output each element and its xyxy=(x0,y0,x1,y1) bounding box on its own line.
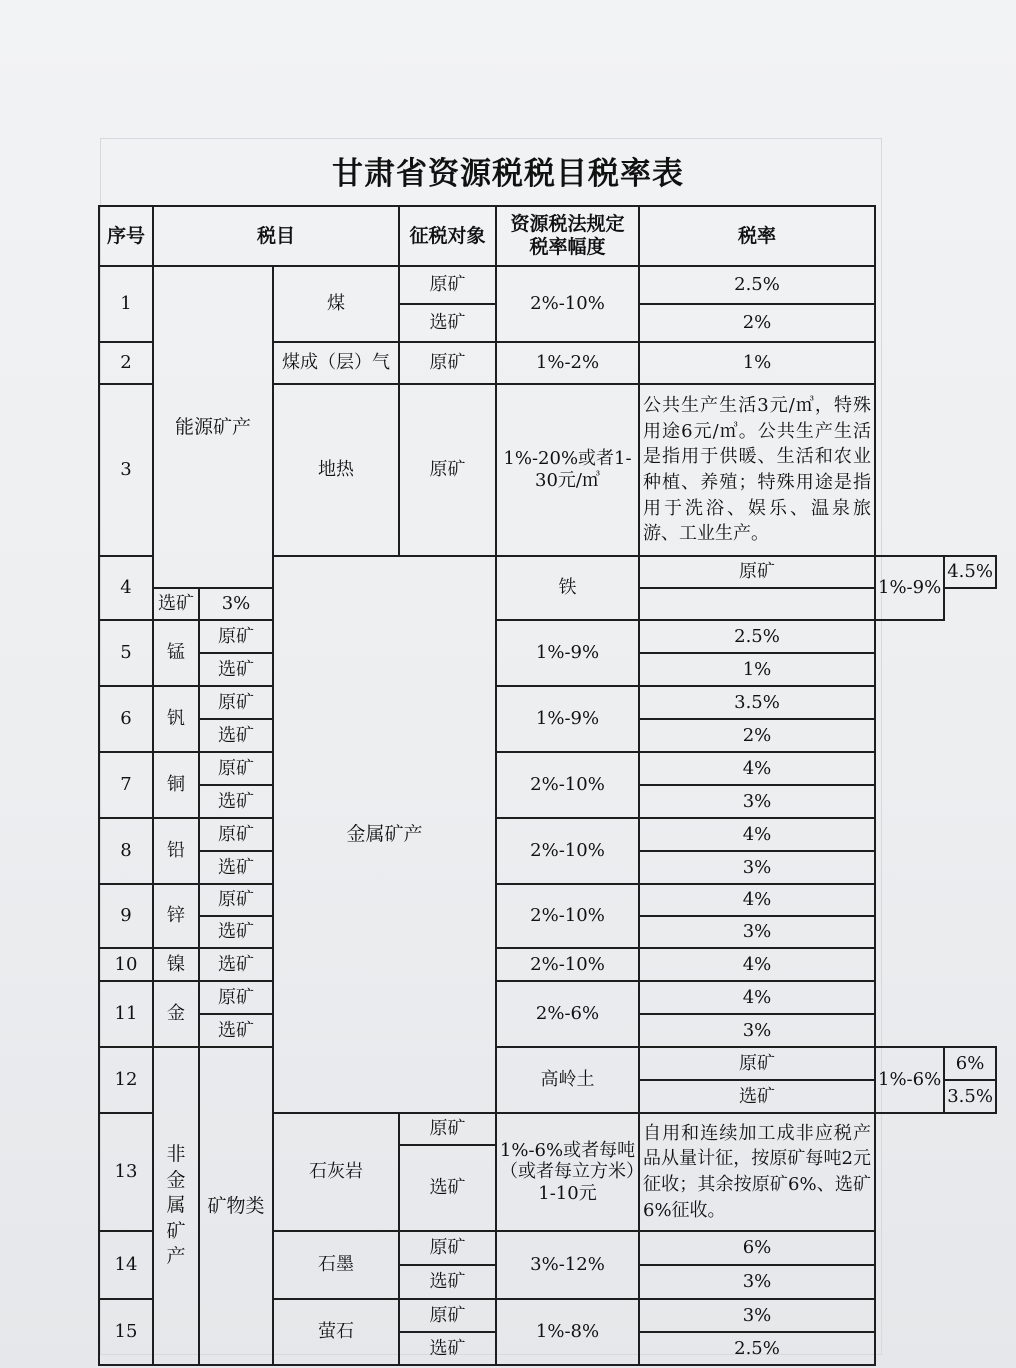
seq-cell: 6 xyxy=(99,686,153,752)
header-item: 税目 xyxy=(153,206,399,266)
object-cell: 选矿 xyxy=(639,1080,875,1113)
seq-cell: 2 xyxy=(99,342,153,384)
item-name: 石墨 xyxy=(273,1231,399,1299)
header-row xyxy=(99,206,996,266)
rate-cell: 2% xyxy=(639,719,875,752)
item-name: 铁 xyxy=(496,556,639,620)
rate-cell: 3% xyxy=(639,1299,875,1332)
object-cell: 原矿 xyxy=(199,620,273,653)
object-cell: 原矿 xyxy=(399,384,496,556)
range-cell: 2%-6% xyxy=(496,981,639,1047)
table-row xyxy=(99,1047,996,1080)
range-cell: 1%-9% xyxy=(496,686,639,752)
seq-cell: 4 xyxy=(99,556,153,620)
table-row xyxy=(99,948,996,981)
item-name: 钒 xyxy=(153,686,199,752)
table-row xyxy=(99,884,996,916)
rate-cell: 3.5% xyxy=(944,1080,996,1113)
category-nonmetal xyxy=(153,1047,199,1365)
seq-cell: 8 xyxy=(99,818,153,884)
object-cell: 原矿 xyxy=(199,752,273,785)
rate-note-cell: 公共生产生活3元/㎥，特殊用途6元/㎥。公共生产生活是指用于供暖、生活和农业种植、养殖；特殊用途是指用于洗浴、娱乐、温泉旅游、工业生产。 xyxy=(639,384,875,556)
object-cell: 选矿 xyxy=(199,719,273,752)
item-name: 萤石 xyxy=(273,1299,399,1365)
seq-cell: 3 xyxy=(99,384,153,556)
rate-cell: 4% xyxy=(639,818,875,851)
rate-cell: 1% xyxy=(639,342,875,384)
object-cell: 原矿 xyxy=(199,981,273,1014)
rate-cell: 3.5% xyxy=(639,686,875,719)
category-mineral: 矿物类 xyxy=(199,1047,273,1365)
object-cell: 原矿 xyxy=(399,342,496,384)
object-cell: 选矿 xyxy=(199,851,273,884)
rate-cell: 2.5% xyxy=(639,620,875,653)
seq-cell: 9 xyxy=(99,884,153,948)
rate-cell: 4.5% xyxy=(944,556,996,588)
object-cell: 选矿 xyxy=(199,916,273,948)
rate-cell: 2.5% xyxy=(639,1332,875,1365)
table-row xyxy=(99,818,996,851)
range-cell: 2%-10% xyxy=(496,884,639,948)
item-name: 锌 xyxy=(153,884,199,948)
header-seq: 序号 xyxy=(99,206,153,266)
seq-cell: 7 xyxy=(99,752,153,818)
object-cell: 原矿 xyxy=(199,884,273,916)
object-cell: 选矿 xyxy=(399,1332,496,1365)
header-object: 征税对象 xyxy=(399,206,496,266)
seq-cell: 11 xyxy=(99,981,153,1047)
rate-cell: 6% xyxy=(944,1047,996,1080)
range-cell: 2%-10% xyxy=(496,818,639,884)
header-range xyxy=(496,206,639,266)
object-cell: 原矿 xyxy=(399,1299,496,1332)
object-cell: 选矿 xyxy=(399,304,496,342)
seq-cell: 10 xyxy=(99,948,153,981)
range-cell: 1%-8% xyxy=(496,1299,639,1365)
object-cell: 原矿 xyxy=(199,818,273,851)
rate-cell: 2% xyxy=(639,304,875,342)
seq-cell: 13 xyxy=(99,1113,153,1231)
seq-cell: 5 xyxy=(99,620,153,686)
object-cell: 原矿 xyxy=(399,266,496,304)
object-cell: 原矿 xyxy=(639,556,875,588)
item-name: 煤 xyxy=(273,266,399,342)
object-cell: 选矿 xyxy=(399,1145,496,1231)
seq-cell: 15 xyxy=(99,1299,153,1365)
header-range-line1: 资源税法规定 xyxy=(510,213,625,236)
rate-cell: 3% xyxy=(639,785,875,818)
rate-cell: 3% xyxy=(639,1014,875,1047)
rate-cell: 6% xyxy=(639,1231,875,1265)
range-cell: 1%-2% xyxy=(496,342,639,384)
rate-cell: 4% xyxy=(639,752,875,785)
item-name: 地热 xyxy=(273,384,399,556)
page-title: 甘肃省资源税税目税率表 xyxy=(332,156,684,192)
object-cell: 原矿 xyxy=(199,686,273,719)
table-row xyxy=(99,981,996,1014)
object-cell: 选矿 xyxy=(153,588,199,620)
range-cell: 1%-6% xyxy=(875,1047,944,1113)
item-name: 煤成（层）气 xyxy=(273,342,399,384)
table-row xyxy=(99,620,996,653)
rate-cell: 4% xyxy=(639,981,875,1014)
rate-cell: 3% xyxy=(639,916,875,948)
category-metal: 金属矿产 xyxy=(273,556,496,1113)
seq-cell: 12 xyxy=(99,1047,153,1113)
object-cell: 原矿 xyxy=(399,1113,496,1145)
rate-cell: 4% xyxy=(639,884,875,916)
table-row xyxy=(99,686,996,719)
seq-cell: 14 xyxy=(99,1231,153,1299)
range-cell: 1%-6%或者每吨（或者每立方米）1-10元 xyxy=(496,1113,639,1231)
rate-cell: 3% xyxy=(639,851,875,884)
object-cell: 选矿 xyxy=(199,1014,273,1047)
rate-cell: 3% xyxy=(199,588,273,620)
table-row xyxy=(99,266,996,304)
item-name: 锰 xyxy=(153,620,199,686)
range-cell: 2%-10% xyxy=(496,752,639,818)
table-row xyxy=(99,752,996,785)
object-cell: 选矿 xyxy=(199,653,273,686)
rate-cell: 4% xyxy=(639,948,875,981)
item-name: 铅 xyxy=(153,818,199,884)
item-name: 镍 xyxy=(153,948,199,981)
tax-rate-table xyxy=(98,205,997,1366)
object-cell: 原矿 xyxy=(639,1047,875,1080)
range-cell: 3%-12% xyxy=(496,1231,639,1299)
category-energy: 能源矿产 xyxy=(153,266,273,588)
item-name: 金 xyxy=(153,981,199,1047)
object-cell: 原矿 xyxy=(399,1231,496,1265)
item-name: 石灰岩 xyxy=(273,1113,399,1231)
object-cell: 选矿 xyxy=(399,1265,496,1299)
item-name: 铜 xyxy=(153,752,199,818)
rate-cell: 3% xyxy=(639,1265,875,1299)
header-rate: 税率 xyxy=(639,206,875,266)
object-cell: 选矿 xyxy=(199,785,273,818)
object-cell: 选矿 xyxy=(199,948,273,981)
range-cell: 1%-20%或者1-30元/㎥ xyxy=(496,384,639,556)
seq-cell: 1 xyxy=(99,266,153,342)
range-cell: 2%-10% xyxy=(496,266,639,342)
rate-note-cell: 自用和连续加工成非应税产品从量计征，按原矿每吨2元征收；其余按原矿6%、选矿6%征收。 xyxy=(639,1113,875,1231)
range-cell: 2%-10% xyxy=(496,948,639,981)
category-nonmetal-label: 非金属矿产 xyxy=(166,1142,186,1268)
range-cell: 1%-9% xyxy=(496,620,639,686)
item-name: 高岭土 xyxy=(496,1047,639,1113)
rate-cell: 1% xyxy=(639,653,875,686)
header-range-line2: 税率幅度 xyxy=(529,236,606,258)
rate-cell: 2.5% xyxy=(639,266,875,304)
range-cell: 1%-9% xyxy=(875,556,944,620)
